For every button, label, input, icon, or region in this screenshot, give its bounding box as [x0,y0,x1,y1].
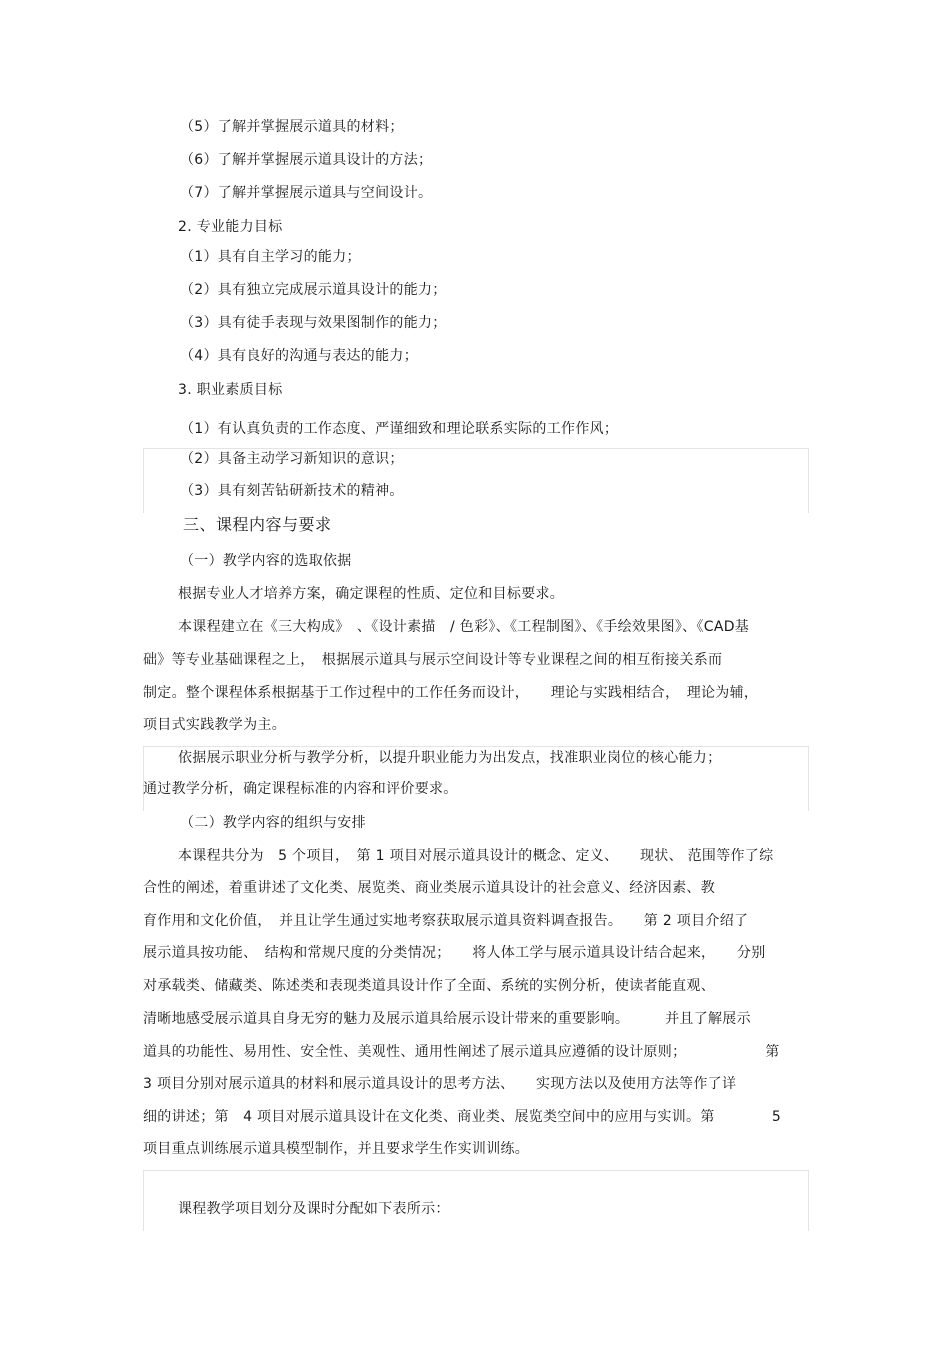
section-title: 三、课程内容与要求 [183,515,332,534]
subsection-title: （一）教学内容的选取依据 [180,553,352,569]
paragraph-line: 依据展示职业分析与教学分析，以提升职业能力为出发点，找准职业岗位的核心能力； [178,750,722,766]
paragraph-line: 细的讲述；第 4 项目对展示道具设计在文化类、商业类、展览类空间中的应用与实训。第 5 [143,1109,782,1125]
paragraph-line: 对承载类、储藏类、陈述类和表现类道具设计作了全面、系统的实例分析，使读者能直观、 [143,978,715,994]
goal-heading: 3. 职业素质目标 [178,382,283,398]
paragraph-line: 本课程建立在《三大构成》 、《设计素描 / 色彩》、《工程制图》、《手绘效果图》、《CAD基 [178,619,750,635]
goal-item: （6）了解并掌握展示道具设计的方法； [180,152,433,168]
paragraph-line: 制定。整个课程体系根据基于工作过程中的工作任务而设计， 理论与实践相结合， 理论为辅， [143,685,759,701]
paragraph-line: 展示道具按功能、 结构和常规尺度的分类情况； 将人体工学与展示道具设计结合起来， 分别 [143,945,766,961]
paragraph: 根据专业人才培养方案，确定课程的性质、定位和目标要求。 [178,586,565,602]
goal-item: （4）具有良好的沟通与表达的能力； [180,348,419,364]
goal-item: （1）具有自主学习的能力； [180,249,361,265]
paragraph-line: 育作用和文化价值， 并且让学生通过实地考察获取展示道具资料调查报告。 第 2 项目介绍了 [143,913,749,929]
paragraph-line: 通过教学分析，确定课程标准的内容和评价要求。 [143,781,458,797]
goal-item: （7）了解并掌握展示道具与空间设计。 [180,185,433,201]
paragraph-line: 本课程共分为 5 个项目， 第 1 项目对展示道具设计的概念、定义、 现状、 范围等作了综 [178,848,774,864]
goal-item: （3）具有刻苦钻研新技术的精神。 [180,483,404,499]
paragraph-line: 项目式实践教学为主。 [143,717,286,733]
goal-heading: 2. 专业能力目标 [178,219,283,235]
paragraph-line: 础》等专业基础课程之上， 根据展示道具与展示空间设计等专业课程之间的相互衔接关系而 [143,652,723,668]
paragraph: 课程教学项目划分及课时分配如下表所示： [178,1201,450,1217]
paragraph-line: 清晰地感受展示道具自身无穷的魅力及展示道具给展示设计带来的重要影响。 并且了解展示 [143,1011,751,1027]
subsection-title: （二）教学内容的组织与安排 [180,815,366,831]
paragraph-line: 3 项目分别对展示道具的材料和展示道具设计的思考方法、 实现方法以及使用方法等作了详 [143,1076,737,1092]
goal-item: （5）了解并掌握展示道具的材料； [180,119,404,135]
paragraph-line: 道具的功能性、易用性、安全性、美观性、通用性阐述了展示道具应遵循的设计原则； 第 [143,1044,780,1060]
goal-item: （1）有认真负责的工作态度、严谨细致和理论联系实际的工作作风； [180,421,619,437]
goal-item: （2）具有独立完成展示道具设计的能力； [180,282,447,298]
goal-item: （3）具有徒手表现与效果图制作的能力； [180,315,447,331]
paragraph-line: 项目重点训练展示道具模型制作，并且要求学生作实训训练。 [143,1141,530,1157]
paragraph-line: 合性的阐述，着重讲述了文化类、展览类、商业类展示道具设计的社会意义、经济因素、教 [143,880,715,896]
goal-item: （2）具备主动学习新知识的意识； [180,451,404,467]
